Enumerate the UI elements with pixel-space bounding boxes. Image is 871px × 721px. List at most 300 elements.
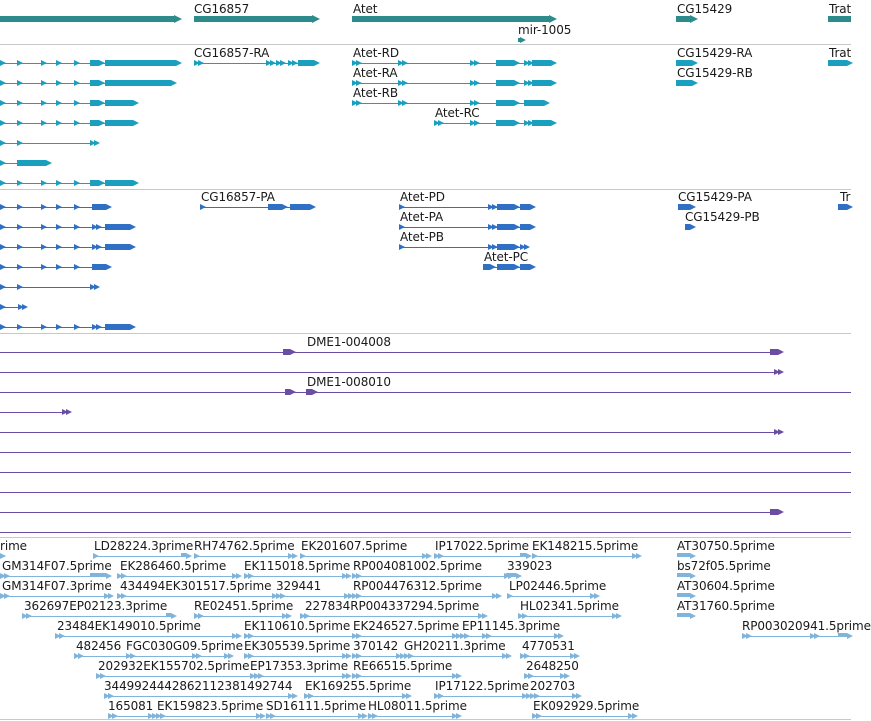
exon-box (105, 244, 130, 250)
exon-box (524, 100, 544, 106)
strand-arrow-icon (530, 204, 536, 210)
strand-arrow-icon (22, 304, 28, 310)
strand-arrow-icon (0, 224, 6, 230)
feature-label: 339023 (507, 559, 553, 573)
feature-label: CG15429-PA (678, 190, 752, 204)
strand-arrow-icon (17, 264, 23, 270)
strand-arrow-icon (17, 244, 23, 250)
track-divider (0, 44, 851, 45)
strand-arrow-icon (530, 264, 536, 270)
strand-arrow-icon (778, 369, 784, 375)
gene-span-box (828, 16, 851, 22)
strand-arrow-icon (282, 204, 288, 210)
strand-arrow-icon (530, 224, 536, 230)
strand-arrow-icon (41, 60, 47, 66)
strand-arrow-icon (130, 244, 136, 250)
strand-arrow-icon (0, 80, 6, 86)
strand-arrow-icon (171, 80, 177, 86)
strand-arrow-icon (847, 633, 853, 639)
strand-arrow-icon (74, 120, 80, 126)
strand-arrow-icon (74, 204, 80, 210)
strand-arrow-icon (17, 60, 23, 66)
strand-arrow-icon (106, 204, 112, 210)
strand-arrow-icon (616, 613, 622, 619)
feature-label: 23484EK149010.5prime (57, 619, 201, 633)
strand-arrow-icon (17, 324, 23, 330)
feature-label: Atet-RC (435, 106, 480, 120)
exon-box (770, 349, 778, 355)
intron-line (0, 412, 68, 413)
strand-arrow-icon (402, 80, 408, 86)
exon-box (496, 100, 514, 106)
strand-arrow-icon (56, 244, 62, 250)
strand-arrow-icon (0, 304, 6, 310)
track-divider (0, 719, 851, 720)
exon-box (105, 180, 133, 186)
strand-arrow-icon (0, 120, 6, 126)
strand-arrow-icon (0, 160, 6, 166)
strand-arrow-icon (41, 264, 47, 270)
feature-label: bs72f05.5prime (677, 559, 771, 573)
strand-arrow-icon (106, 264, 112, 270)
strand-arrow-icon (514, 100, 520, 106)
exon-box (17, 160, 46, 166)
strand-arrow-icon (551, 60, 557, 66)
intron-line (0, 287, 97, 288)
strand-arrow-icon (506, 653, 512, 659)
exon-box (268, 204, 282, 210)
intron-line (0, 452, 851, 453)
intron-line (276, 596, 352, 597)
exon-box (105, 100, 133, 106)
strand-arrow-icon (198, 60, 204, 66)
feature-label: CG15429-RA (677, 46, 753, 60)
feature-label: Trat (829, 2, 852, 16)
feature-label: AT30604.5prime (677, 579, 775, 593)
intron-line (96, 676, 262, 677)
intron-line (22, 616, 175, 617)
strand-arrow-icon (0, 244, 6, 250)
exon-box (90, 60, 99, 66)
exon-box (532, 120, 551, 126)
strand-arrow-icon (310, 204, 316, 210)
strand-arrow-icon (17, 204, 23, 210)
exon-box (90, 573, 106, 577)
intron-line (518, 616, 620, 617)
feature-label: 202932EK155702.5prime (98, 659, 250, 673)
intron-line (0, 143, 97, 144)
intron-line (460, 636, 562, 637)
exon-box (90, 120, 99, 126)
strand-arrow-icon (356, 100, 362, 106)
feature-label: CG15429-PB (685, 210, 760, 224)
exon-box (770, 509, 778, 515)
strand-arrow-icon (130, 224, 136, 230)
intron-line (266, 716, 366, 717)
feature-label: EP17353.3prime (250, 659, 348, 673)
strand-arrow-icon (96, 244, 102, 250)
strand-arrow-icon (549, 15, 557, 23)
strand-arrow-icon (690, 15, 698, 23)
exon-box (520, 224, 530, 230)
strand-arrow-icon (514, 80, 520, 86)
strand-arrow-icon (438, 120, 444, 126)
strand-arrow-icon (280, 60, 286, 66)
exon-box (677, 593, 690, 597)
intron-line (0, 392, 851, 393)
strand-arrow-icon (41, 324, 47, 330)
strand-arrow-icon (690, 613, 696, 619)
strand-arrow-icon (17, 100, 23, 106)
strand-arrow-icon (399, 244, 405, 250)
feature-label: EK169255.5prime (305, 679, 412, 693)
exon-box (105, 224, 130, 230)
strand-arrow-icon (474, 80, 480, 86)
exon-box (532, 80, 551, 86)
exon-box (506, 573, 516, 577)
strand-arrow-icon (41, 80, 47, 86)
intron-line (352, 576, 512, 577)
feature-label: RE02451.5prime (194, 599, 294, 613)
intron-line (55, 636, 240, 637)
strand-arrow-icon (312, 389, 318, 395)
strand-arrow-icon (96, 324, 102, 330)
exon-box (298, 60, 314, 66)
feature-label: EK159823.5prime (157, 699, 264, 713)
strand-arrow-icon (74, 60, 80, 66)
strand-arrow-icon (290, 389, 296, 395)
feature-label: HL02341.5prime (520, 599, 619, 613)
feature-label: Atet-PA (400, 210, 444, 224)
intron-line (434, 556, 530, 557)
feature-label: Atet-RA (353, 66, 398, 80)
strand-arrow-icon (690, 224, 696, 230)
strand-arrow-icon (0, 264, 6, 270)
strand-arrow-icon (0, 180, 6, 186)
strand-arrow-icon (66, 409, 72, 415)
strand-arrow-icon (56, 180, 62, 186)
feature-label: EK092929.5prime (533, 699, 640, 713)
strand-arrow-icon (130, 324, 136, 330)
intron-line (352, 676, 460, 677)
feature-label: GH20211.3prime (404, 639, 506, 653)
strand-arrow-icon (17, 120, 23, 126)
exon-box (496, 120, 514, 126)
exon-box (92, 204, 106, 210)
strand-arrow-icon (17, 284, 23, 290)
feature-label: 370142 (353, 639, 399, 653)
strand-arrow-icon (17, 180, 23, 186)
intron-line (742, 636, 851, 637)
feature-label: EK115018.5prime (244, 559, 351, 573)
feature-label: DME1-008010 (307, 375, 391, 389)
feature-label: 165081 (108, 699, 154, 713)
exon-box (496, 60, 514, 66)
strand-arrow-icon (176, 60, 182, 66)
strand-arrow-icon (41, 180, 47, 186)
exon-box (520, 264, 530, 270)
feature-label: Atet-RD (353, 46, 399, 60)
intron-line (0, 432, 782, 433)
feature-label: Atet (353, 2, 378, 16)
intron-line (300, 556, 430, 557)
track-divider (0, 537, 851, 538)
strand-arrow-icon (4, 593, 10, 599)
intron-line (104, 696, 296, 697)
strand-arrow-icon (847, 204, 853, 210)
strand-arrow-icon (778, 509, 784, 515)
feature-label: EK246527.5prime (353, 619, 460, 633)
exon-box (838, 204, 847, 210)
strand-arrow-icon (17, 80, 23, 86)
feature-label: CG16857 (194, 2, 250, 16)
feature-label: EK148215.5prime (532, 539, 639, 553)
strand-arrow-icon (74, 324, 80, 330)
strand-arrow-icon (56, 264, 62, 270)
intron-line (300, 616, 486, 617)
feature-label: AT31760.5prime (677, 599, 775, 613)
strand-arrow-icon (59, 633, 65, 639)
strand-arrow-icon (814, 633, 820, 639)
intron-line (404, 656, 510, 657)
exon-box (90, 180, 99, 186)
intron-line (0, 492, 851, 493)
strand-arrow-icon (41, 224, 47, 230)
intron-line (0, 472, 851, 473)
strand-arrow-icon (41, 100, 47, 106)
exon-box (497, 224, 514, 230)
strand-arrow-icon (0, 100, 6, 106)
strand-arrow-icon (474, 120, 480, 126)
gene-span-box (194, 16, 312, 22)
feature-label: CG16857-RA (194, 46, 270, 60)
intron-line (434, 696, 530, 697)
feature-label: 3449924442862112381492744 (104, 679, 293, 693)
strand-arrow-icon (496, 593, 502, 599)
exon-box (497, 204, 514, 210)
intron-line (0, 512, 782, 513)
feature-label: DME1-004008 (307, 335, 391, 349)
feature-label: IP17122.5prime (435, 679, 529, 693)
strand-arrow-icon (133, 120, 139, 126)
strand-arrow-icon (41, 204, 47, 210)
intron-line (250, 676, 350, 677)
strand-arrow-icon (0, 284, 6, 290)
gene-span-box (676, 16, 690, 22)
strand-arrow-icon (514, 120, 520, 126)
strand-arrow-icon (551, 120, 557, 126)
feature-label: RE66515.5prime (353, 659, 453, 673)
feature-label: EP11145.3prime (462, 619, 560, 633)
strand-arrow-icon (0, 140, 6, 146)
strand-arrow-icon (746, 633, 752, 639)
exon-box (105, 120, 133, 126)
strand-arrow-icon (56, 224, 62, 230)
strand-arrow-icon (402, 60, 408, 66)
gene-span-box (352, 16, 549, 22)
feature-label: RP004081002.5prime (353, 559, 482, 573)
exon-box (676, 80, 692, 86)
intron-line (0, 596, 112, 597)
exon-box (520, 204, 530, 210)
feature-label: Tr (840, 190, 851, 204)
feature-label: SD16111.5prime (266, 699, 367, 713)
exon-box (105, 324, 130, 330)
intron-line (244, 656, 350, 657)
strand-arrow-icon (56, 324, 62, 330)
exon-box (105, 80, 171, 86)
strand-arrow-icon (133, 180, 139, 186)
intron-line (507, 596, 598, 597)
feature-label: RH74762.5prime (194, 539, 295, 553)
feature-label: CG15429 (677, 2, 733, 16)
exon-box (290, 204, 310, 210)
intron-line (0, 352, 782, 353)
strand-arrow-icon (520, 37, 526, 43)
strand-arrow-icon (56, 100, 62, 106)
strand-arrow-icon (56, 80, 62, 86)
strand-arrow-icon (314, 60, 320, 66)
strand-arrow-icon (778, 429, 784, 435)
exon-box (838, 633, 847, 637)
strand-arrow-icon (312, 15, 320, 23)
feature-label: 482456 (76, 639, 122, 653)
strand-arrow-icon (200, 204, 206, 210)
strand-arrow-icon (46, 160, 52, 166)
exon-box (828, 60, 847, 66)
feature-label: Atet-PC (484, 250, 529, 264)
strand-arrow-icon (133, 100, 139, 106)
exon-box (483, 264, 490, 270)
strand-arrow-icon (41, 120, 47, 126)
strand-arrow-icon (290, 349, 296, 355)
feature-label: LP02446.5prime (509, 579, 607, 593)
exon-box (90, 80, 99, 86)
strand-arrow-icon (96, 224, 102, 230)
intron-line (532, 716, 636, 717)
strand-arrow-icon (26, 613, 32, 619)
strand-arrow-icon (551, 80, 557, 86)
feature-label: Atet-PB (400, 230, 444, 244)
strand-arrow-icon (174, 15, 182, 23)
strand-arrow-icon (847, 60, 853, 66)
exon-box (497, 264, 514, 270)
strand-arrow-icon (56, 60, 62, 66)
intron-line (93, 556, 190, 557)
feature-label: RP004476312.5prime (353, 579, 482, 593)
intron-line (352, 596, 500, 597)
strand-arrow-icon (17, 140, 23, 146)
exon-box (532, 60, 551, 66)
strand-arrow-icon (0, 324, 6, 330)
intron-line (368, 716, 460, 717)
feature-label: Trat (829, 46, 852, 60)
intron-line (0, 532, 851, 533)
intron-line (0, 372, 782, 373)
strand-arrow-icon (0, 204, 6, 210)
strand-arrow-icon (0, 60, 6, 66)
strand-arrow-icon (17, 224, 23, 230)
feature-label: 2648250 (526, 659, 579, 673)
feature-label: GM314F07.3prime (2, 579, 112, 593)
feature-label: EK305539.5prime (244, 639, 351, 653)
intron-line (117, 576, 240, 577)
intron-line (117, 596, 280, 597)
strand-arrow-icon (74, 244, 80, 250)
strand-arrow-icon (636, 553, 642, 559)
strand-arrow-icon (544, 100, 550, 106)
strand-arrow-icon (41, 244, 47, 250)
strand-arrow-icon (74, 264, 80, 270)
strand-arrow-icon (74, 100, 80, 106)
exon-box (677, 573, 690, 577)
feature-label: EK110610.5prime (244, 619, 351, 633)
strand-arrow-icon (78, 653, 84, 659)
feature-label: CG15429-RB (677, 66, 753, 80)
feature-label: Atet-PD (400, 190, 445, 204)
feature-label: HL08011.5prime (368, 699, 467, 713)
feature-label: CG16857-PA (201, 190, 275, 204)
strand-arrow-icon (56, 120, 62, 126)
intron-line (156, 716, 264, 717)
feature-label: IP17022.5prime (435, 539, 529, 553)
exon-box (677, 553, 690, 557)
intron-line (244, 576, 350, 577)
strand-arrow-icon (507, 593, 513, 599)
exon-box (90, 100, 99, 106)
strand-arrow-icon (778, 349, 784, 355)
strand-arrow-icon (94, 140, 100, 146)
exon-box (92, 264, 106, 270)
feature-label: 4770531 (522, 639, 575, 653)
feature-label: Atet-RB (353, 86, 398, 100)
gene-span-box (0, 16, 174, 22)
feature-label: 329441 (276, 579, 322, 593)
intron-line (194, 616, 290, 617)
exon-box (677, 613, 690, 617)
strand-arrow-icon (692, 80, 698, 86)
feature-label: LD28224.3prime (94, 539, 194, 553)
feature-label: EK201607.5prime (301, 539, 408, 553)
feature-label: 434494EK301517.5prime (120, 579, 272, 593)
strand-arrow-icon (490, 264, 496, 270)
feature-label: 362697EP02123.3prime (24, 599, 168, 613)
track-divider (0, 333, 851, 334)
strand-arrow-icon (74, 224, 80, 230)
exon-box (283, 349, 290, 355)
strand-arrow-icon (74, 80, 80, 86)
intron-line (532, 556, 640, 557)
intron-line (126, 656, 232, 657)
feature-label: 202703 (530, 679, 576, 693)
strand-arrow-icon (56, 204, 62, 210)
feature-label: AT30750.5prime (677, 539, 775, 553)
intron-line (194, 556, 296, 557)
exon-box (496, 80, 514, 86)
feature-label: FGC030G09.5prime (126, 639, 243, 653)
feature-label: mir-1005 (518, 23, 572, 37)
intron-line (304, 696, 410, 697)
strand-arrow-icon (74, 180, 80, 186)
strand-arrow-icon (402, 100, 408, 106)
feature-label: 227834RP004337294.5prime (305, 599, 480, 613)
feature-label: rime (0, 539, 27, 553)
strand-arrow-icon (474, 60, 480, 66)
feature-label: GM314F07.5prime (2, 559, 112, 573)
feature-label: RP003020941.5prime (742, 619, 871, 633)
strand-arrow-icon (514, 60, 520, 66)
strand-arrow-icon (94, 284, 100, 290)
